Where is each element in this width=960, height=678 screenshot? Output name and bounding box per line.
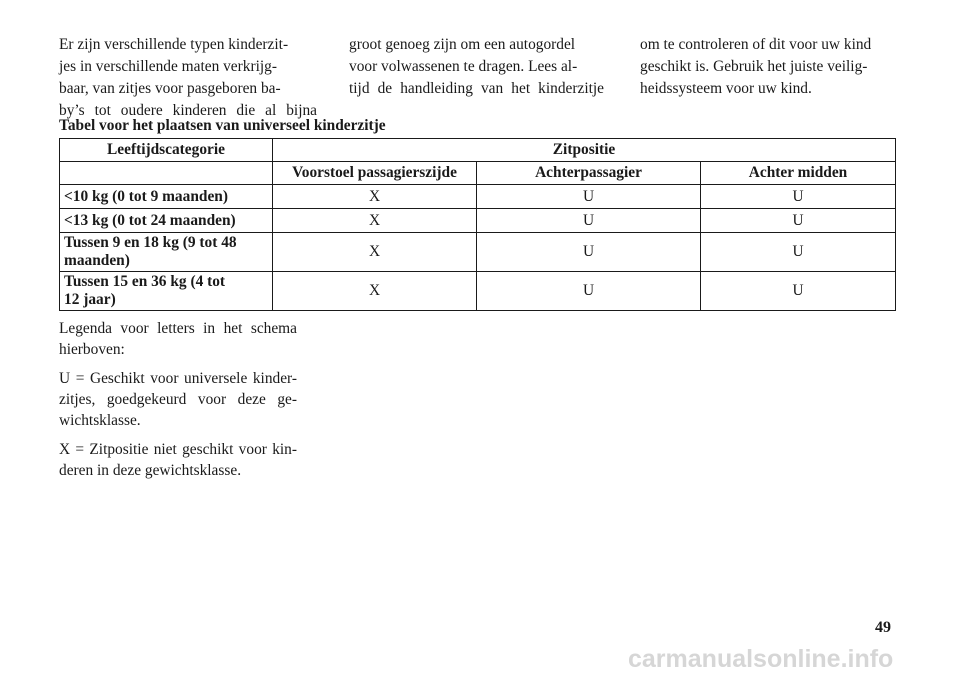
text-line: groot genoeg zijn om een autogordel: [349, 36, 576, 53]
text-line: tijd de handleiding van het kinderzitje: [349, 80, 604, 97]
row-category: [60, 185, 273, 209]
text-line: wichtsklasse.: [59, 412, 141, 429]
table-row: [60, 185, 896, 209]
category-line: Tussen 9 en 18 kg (9 tot 48: [64, 234, 237, 251]
text-line: U = Geschikt voor universele kinder-: [59, 370, 297, 387]
table-header-row: [60, 139, 896, 162]
subheader-rear-middle: Achter midden: [701, 162, 896, 185]
row-value: X: [273, 272, 477, 311]
row-category: [60, 209, 273, 233]
row-value: U: [477, 272, 701, 311]
category-line: <13 kg (0 tot 24 maanden): [64, 211, 236, 229]
header-empty: [60, 162, 273, 185]
legend: [59, 318, 297, 489]
text-line: voor volwassenen te dragen. Lees al-: [349, 58, 578, 75]
header-position: Zitpositie: [273, 139, 896, 162]
text-line: Legenda voor letters in het schema: [59, 320, 297, 337]
text-line: om te controleren of dit voor uw kind: [640, 36, 872, 53]
page-number: 49: [875, 619, 891, 636]
row-value: U: [701, 185, 896, 209]
row-value: X: [273, 233, 477, 272]
row-value: U: [477, 185, 701, 209]
text-line: jes in verschillende maten verkrijg-: [59, 58, 277, 75]
intro-paragraph-3: [640, 34, 898, 100]
text-line: by’s tot oudere kinderen die al bijna: [59, 102, 317, 119]
table-subheader-row: [60, 162, 896, 185]
row-value: X: [273, 185, 477, 209]
text-line: heidssysteem voor uw kind.: [640, 80, 812, 97]
row-value: U: [701, 272, 896, 311]
table-row: [60, 209, 896, 233]
intro-paragraph-1: [59, 34, 317, 122]
row-value: U: [477, 209, 701, 233]
intro-column-1: [59, 34, 317, 122]
category-line: 12 jaar): [64, 291, 116, 308]
row-value: X: [273, 209, 477, 233]
text-line: deren in deze gewichtsklasse.: [59, 462, 242, 479]
header-category: Leeftijdscategorie: [60, 139, 273, 162]
watermark: carmanualsonline.info: [628, 645, 894, 673]
row-category: [60, 272, 273, 311]
row-value: U: [477, 233, 701, 272]
category-line: maanden): [64, 252, 130, 269]
intro-column-2: [349, 34, 604, 100]
text-line: hierboven:: [59, 341, 125, 358]
text-line: zitjes, goedgekeurd voor deze ge-: [59, 391, 297, 408]
child-seat-table: [59, 138, 896, 311]
text-line: Er zijn verschillende typen kinderzit-: [59, 36, 289, 53]
intro-column-3: [640, 34, 898, 100]
text-line: geschikt is. Gebruik het juiste veilig-: [640, 58, 868, 75]
subheader-front-passenger: Voorstoel passagierszijde: [273, 162, 477, 185]
text-line: baar, van zitjes voor pasgeboren ba-: [59, 80, 281, 97]
legend-u: [59, 368, 297, 431]
table-row: [60, 272, 896, 311]
legend-x: [59, 439, 297, 481]
intro-paragraph-2: [349, 34, 604, 100]
legend-heading: [59, 318, 297, 360]
row-value: U: [701, 233, 896, 272]
row-value: U: [701, 209, 896, 233]
category-line: Tussen 15 en 36 kg (4 tot: [64, 273, 226, 290]
row-category: [60, 233, 273, 272]
table-title: Tabel voor het plaatsen van universeel kinderzitje: [59, 117, 386, 134]
category-line: <10 kg (0 tot 9 maanden): [64, 187, 228, 205]
table-row: [60, 233, 896, 272]
subheader-rear-passenger: Achterpassagier: [477, 162, 701, 185]
text-line: X = Zitpositie niet geschikt voor kin-: [59, 441, 297, 458]
